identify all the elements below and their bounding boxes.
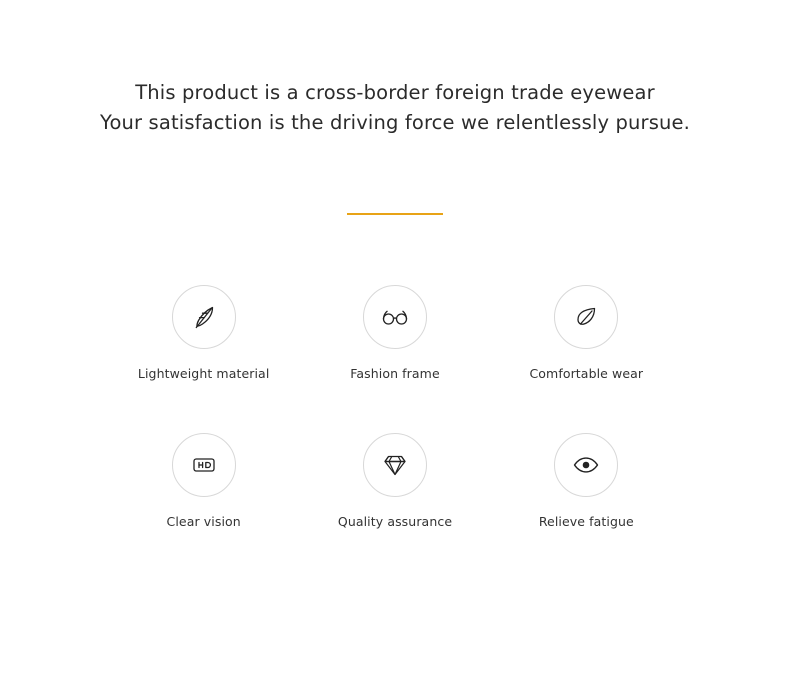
feature-label: Relieve fatigue — [538, 514, 634, 529]
accent-divider — [347, 213, 443, 215]
feature-item — [299, 433, 490, 529]
feature-label: Fashion frame — [350, 366, 440, 381]
feature-label: Quality assurance — [337, 514, 453, 529]
feature-label: Lightweight material — [137, 366, 270, 381]
feature-item — [299, 285, 490, 381]
feature-label: Comfortable wear — [529, 366, 644, 381]
headline-line-2: Your satisfaction is the driving force we relentlessly pursue. — [99, 111, 691, 134]
feature-item — [108, 285, 299, 381]
diamond-icon — [363, 433, 427, 497]
feature-label: Clear vision — [166, 514, 241, 529]
feature-item — [108, 433, 299, 529]
eye-icon — [554, 433, 618, 497]
headline-block — [0, 0, 790, 138]
divider-wrap — [0, 213, 790, 215]
hd-icon — [172, 433, 236, 497]
feather-icon — [172, 285, 236, 349]
headline-line-1: This product is a cross-border foreign trade eyewear — [135, 81, 655, 104]
leaf-icon — [554, 285, 618, 349]
glasses-icon — [363, 285, 427, 349]
feature-item — [491, 433, 682, 529]
feature-item — [491, 285, 682, 381]
feature-grid — [0, 285, 790, 529]
